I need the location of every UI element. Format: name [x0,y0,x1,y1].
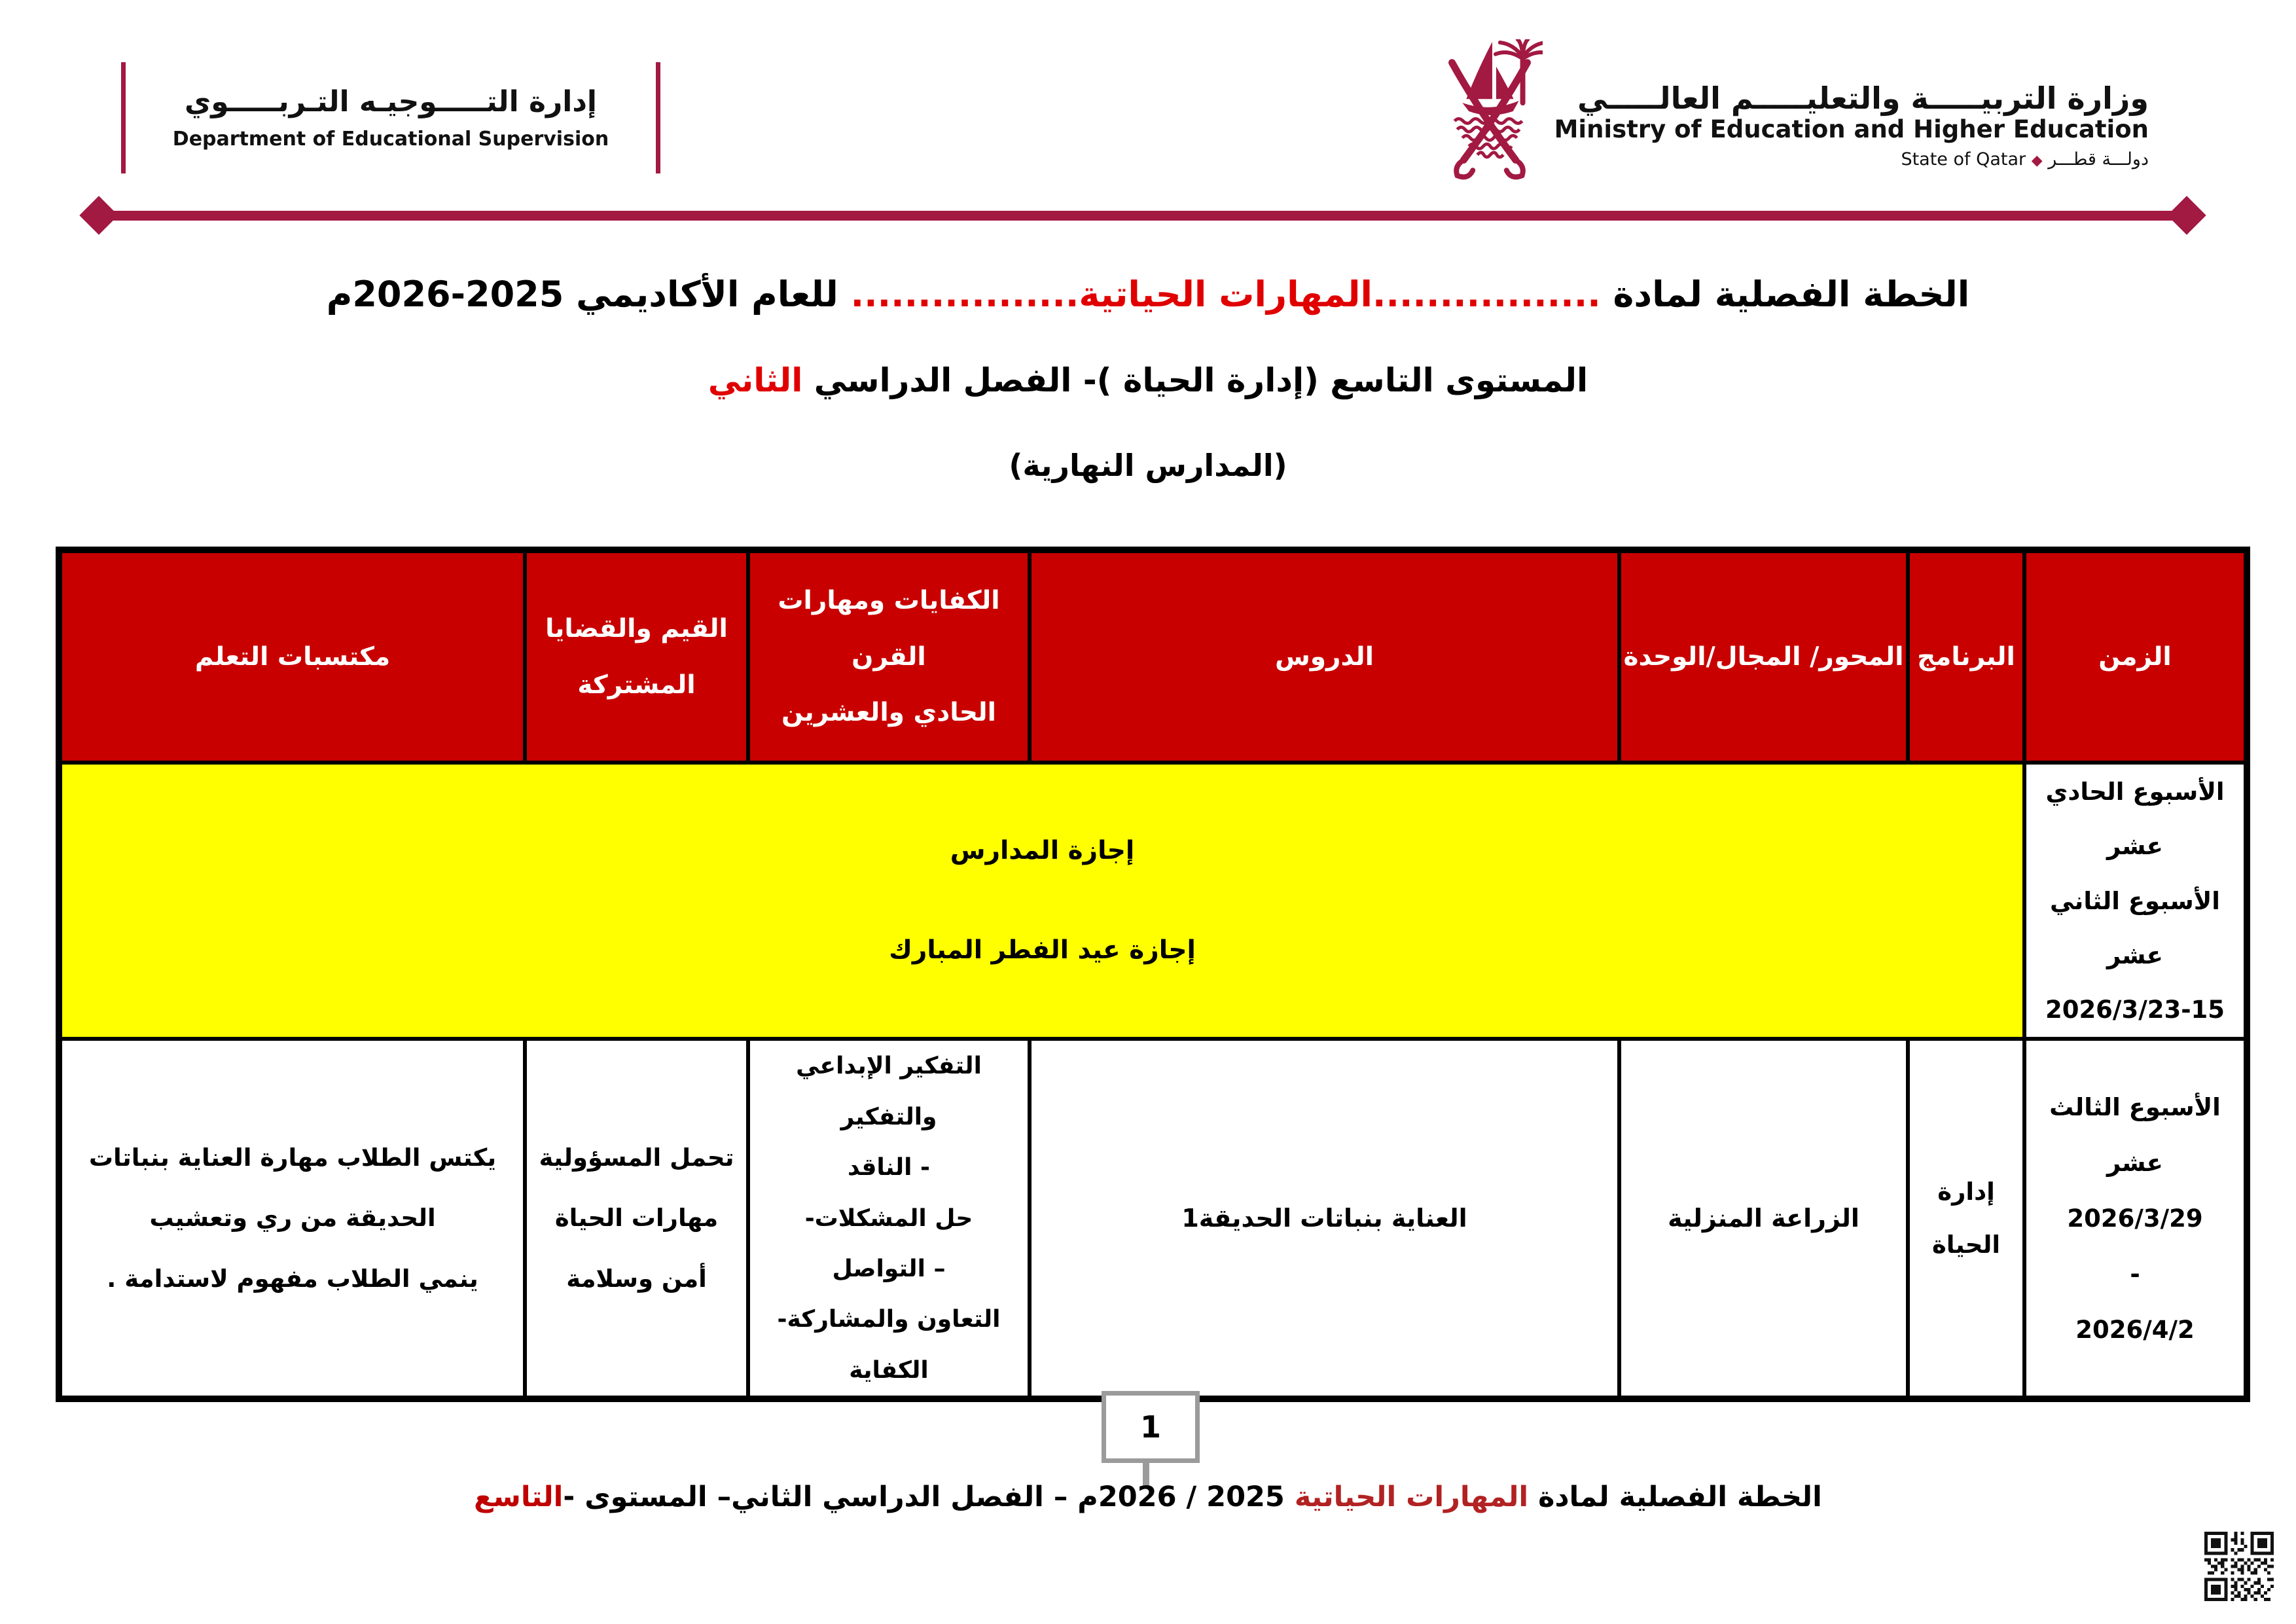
week13-program-cell: إدارة الحياة [1908,1039,2024,1399]
ministry-name-arabic: وزارة التربيـــــة والتعليـــــم العالـــــي [1577,81,2149,116]
page-number-box [1102,1391,1200,1463]
header-outcomes: مكتسبات التعلم [59,550,525,763]
title1-suffix: للعام الأكاديمي 2025-2026م [326,274,851,315]
header-program: البرنامج [1908,550,2024,763]
ministry-header-box [1437,39,2149,189]
week13-row [59,1039,2247,1399]
department-name-arabic: إدارة التـــــوجيـه التـربـــــوي [184,85,598,118]
footer-text [0,1481,2296,1513]
department-name-english: Department of Educational Supervision [172,128,609,151]
title1-prefix: الخطة الفصلية لمادة [1600,274,1970,315]
document-title-line3: (المدارس النهارية) [1009,448,1287,483]
footer-level: التاسع [474,1481,564,1513]
state-of-qatar-arabic: دولـــة قطـــر [2048,149,2149,170]
week13-unit-cell: الزراعة المنزلية [1619,1039,1908,1399]
holiday-row [59,763,2247,1039]
title2-highlight: الثاني [708,361,803,399]
header-values: القيم والقضايا المشتركة [525,550,748,763]
maroon-diamond-icon: ◆ [2031,152,2043,169]
week13-values-cell: تحمل المسؤولية مهارات الحياة أمن وسلامة [525,1039,748,1399]
maroon-divider-bar [98,211,2187,221]
table-header-row [59,550,2247,763]
term-plan-table [56,547,2250,1402]
state-of-qatar-line [1901,149,2149,170]
week13-time-cell: الأسبوع الثالث عشر 2026/3/29 - 2026/4/2 [2024,1039,2247,1399]
header-lessons: الدروس [1030,550,1619,763]
ministry-name-english: Ministry of Education and Higher Education [1554,115,2149,143]
holiday-banner-cell: إجازة المدارس إجازة عيد الفطر المبارك [59,763,2024,1039]
footer-middle: 2025 / 2026م – الفصل الدراسي الثاني– المستوى - [563,1481,1295,1513]
header-competencies: الكفايات ومهارات القرن الحادي والعشرين [748,550,1030,763]
page-number: 1 [1140,1409,1162,1445]
week13-lesson-cell: العناية بنباتات الحديقة1 [1030,1039,1619,1399]
header-unit: المحور/ المجال/الوحدة [1619,550,1908,763]
document-title-line1 [0,274,2296,315]
qatar-emblem-icon [1437,39,1543,189]
title1-subject: .................المهارات الحياتية................. [850,274,1601,315]
ministry-text-block [1554,82,2149,170]
week13-outcomes-cell: يكتس الطلاب مهارة العناية بنباتات الحديقة من ري وتعشيب ينمي الطلاب مفهوم لاستدامة . [59,1039,525,1399]
department-header-box [121,62,660,173]
title2-prefix: المستوى التاسع (إدارة الحياة )- الفصل الدراسي [802,361,1588,399]
footer-prefix: الخطة الفصلية لمادة [1528,1481,1822,1513]
document-title-line2 [0,361,2296,399]
footer-subject: المهارات الحياتية [1294,1481,1529,1513]
state-of-qatar-english: State of Qatar [1901,149,2026,170]
qr-code [2204,1532,2274,1601]
holiday-time-cell: الأسبوع الحادي عشر الأسبوع الثاني عشر 2026/3/23-15 [2024,763,2247,1039]
week13-competencies-cell: التفكير الإبداعي والتفكير - الناقد حل المشكلات- – التواصل التعاون والمشاركة- الكفاية [748,1039,1030,1399]
header-time: الزمن [2024,550,2247,763]
